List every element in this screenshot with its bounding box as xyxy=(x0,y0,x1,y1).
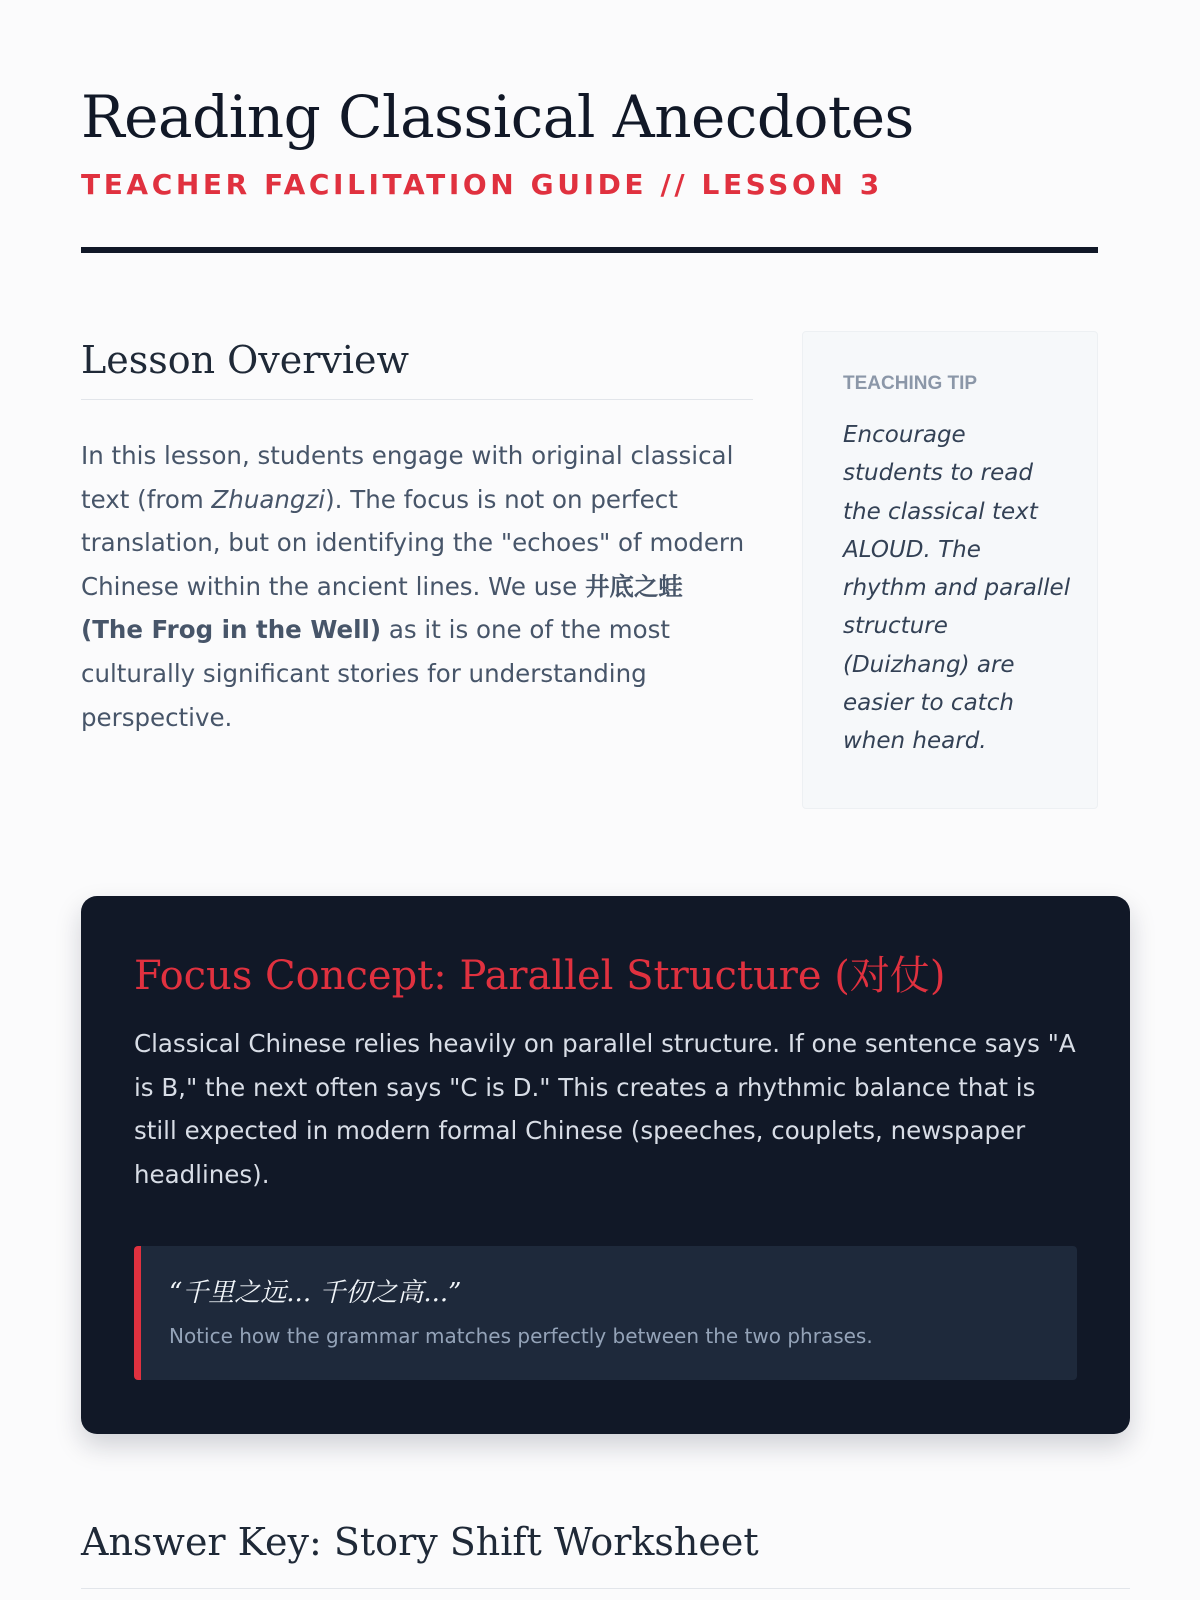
example-quote-box xyxy=(134,1246,1077,1380)
teaching-tip-label: TEACHING TIP xyxy=(843,373,978,394)
teaching-tip-text: Encourage students to read the classical text ALOUD. The rhythm and parallel structure (Duizhang) are easier to catch when heard. xyxy=(843,422,1071,755)
focus-concept-body: Classical Chinese relies heavily on parallel structure. If one sentence says "A is B," the next often says "C is D." This creates a rhythmic balance that is still expected in modern formal Chinese (speeches, couplets, newspaper headlines). xyxy=(134,1029,1076,1189)
teaching-tip-box xyxy=(802,331,1098,809)
overview-text-part-1: In this lesson, students engage with original classical text (from xyxy=(81,441,734,514)
focus-concept-card xyxy=(81,896,1130,1434)
story-title: 井底之蛙 (The Frog in the Well) xyxy=(81,571,683,645)
example-quote-note: Notice how the grammar matches perfectly between the two phrases. xyxy=(169,1324,873,1348)
header-divider xyxy=(81,247,1098,253)
lesson-overview-section xyxy=(81,331,753,739)
focus-concept-title: Focus Concept: Parallel Structure (对仗) xyxy=(134,953,946,999)
lesson-overview-heading: Lesson Overview xyxy=(81,331,753,400)
source-title: Zhuangzi xyxy=(211,484,326,514)
lesson-overview-text xyxy=(81,434,753,739)
page-subtitle: TEACHER FACILITATION GUIDE // LESSON 3 xyxy=(81,168,883,201)
overview-row xyxy=(81,331,1098,801)
overview-text-part-2: ). The focus is not on perfect translation, but on identifying the "echoes" of modern Chinese within the ancient lines. We use xyxy=(81,484,745,601)
example-quote: “千里之远... 千仞之高...” xyxy=(169,1278,462,1308)
page-title: Reading Classical Anecdotes xyxy=(81,83,914,151)
answer-key-section xyxy=(81,1512,1130,1589)
overview-text-part-3: as it is one of the most culturally significant stories for understanding perspective. xyxy=(81,615,670,732)
answer-key-heading: Answer Key: Story Shift Worksheet xyxy=(81,1512,1130,1589)
